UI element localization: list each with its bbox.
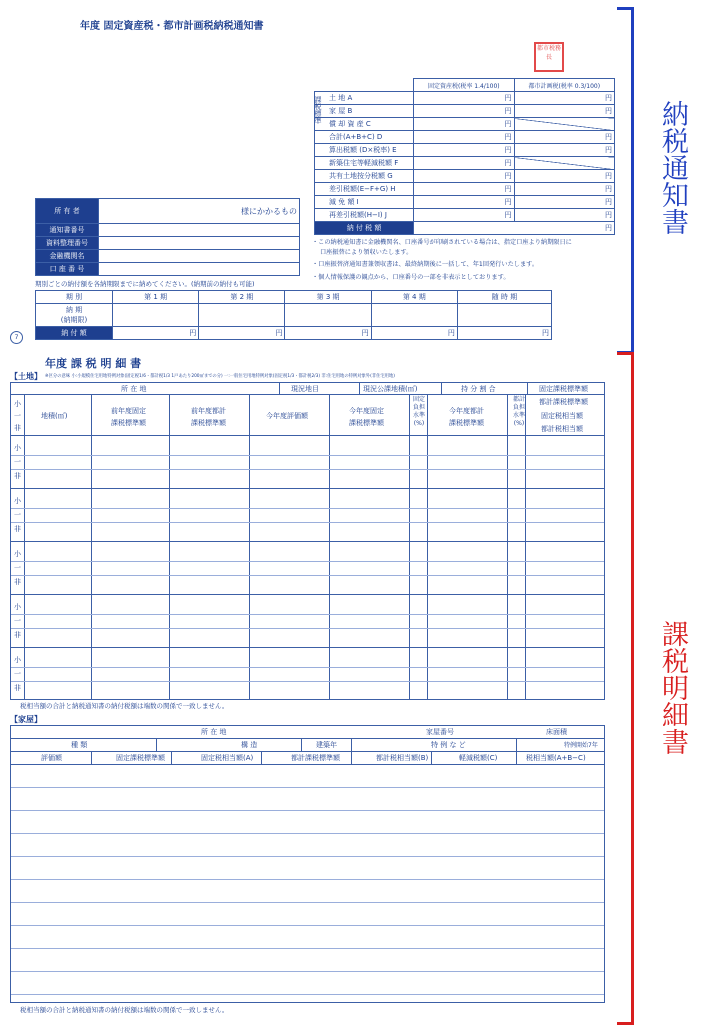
grid-line bbox=[516, 738, 517, 751]
land-footer: 税相当額の合計と納税通知書の納付税額は端数の関係で一致しません。 bbox=[20, 702, 229, 710]
notes-block bbox=[312, 238, 617, 284]
h-shurui: 種 類 bbox=[71, 741, 88, 749]
grid-line bbox=[441, 383, 442, 394]
h-zennen-kotei bbox=[111, 405, 146, 429]
tax-row-label: 共有土地按分税額 G bbox=[315, 170, 414, 183]
tax-row-kotei: 円 bbox=[414, 105, 514, 118]
h-hyoka: 今年度評価額 bbox=[266, 412, 308, 420]
owner-row bbox=[36, 237, 300, 250]
grid-line bbox=[171, 751, 172, 764]
grid-line bbox=[249, 394, 250, 699]
owner-row-label: 所 有 者 bbox=[36, 199, 99, 224]
owner-row-label: 通知書番号 bbox=[36, 224, 99, 237]
page-number-text: 7 bbox=[14, 334, 19, 341]
h-menseki: 現況公課地積(㎡) bbox=[363, 385, 418, 393]
kubun-label: 小 bbox=[14, 497, 21, 505]
tax-row-kotei: 円 bbox=[414, 131, 514, 144]
tax-row-toshi: 円 bbox=[514, 131, 614, 144]
tax-row-toshi: 円 bbox=[514, 144, 614, 157]
land-kubun-note: ※区分の意味 小:小規模住宅用地特例対象(固定税1/6・都計税1/3 1戸あたり200㎡までの分) 一:一般住宅用地特例対象(固定税1/3・都計税2/3) 非:住宅用地の特例対象外(非住宅用地) bbox=[45, 374, 395, 379]
owner-row bbox=[36, 199, 300, 224]
h-zennen-toshi bbox=[191, 405, 226, 429]
kubun-label: 一 bbox=[14, 511, 21, 519]
due-label-a: 納 期 bbox=[65, 306, 83, 314]
h-genkyo: 現況地目 bbox=[291, 385, 319, 393]
kubun-label: 非 bbox=[14, 578, 21, 586]
tax-row-label: 土 地 A bbox=[315, 92, 414, 105]
payment-label: 納 付 税 額 bbox=[315, 222, 414, 235]
kon-toshi-a: 今年度都計 bbox=[449, 407, 484, 415]
tax-row-toshi: 円 bbox=[514, 105, 614, 118]
grid-line bbox=[516, 751, 517, 764]
grid-line bbox=[11, 522, 604, 523]
grid-line bbox=[351, 751, 352, 764]
tax-row-label: 差引税額(E−F+G) H bbox=[315, 183, 414, 196]
installment-header: 第 1 期 bbox=[113, 291, 199, 304]
grid-line bbox=[507, 394, 508, 699]
h-kaoku-bango: 家屋番号 bbox=[426, 728, 454, 736]
tax-row bbox=[315, 105, 615, 118]
grid-line bbox=[11, 541, 604, 542]
h-futan-kotei: 固定 負担 水準 (%) bbox=[412, 396, 425, 427]
tax-row-kotei: 円 bbox=[414, 92, 514, 105]
kon-toshi-b: 課税標準額 bbox=[449, 419, 484, 427]
grid-line bbox=[91, 751, 92, 764]
tax-row-kotei: 円 bbox=[414, 209, 514, 222]
grid-line bbox=[24, 394, 25, 699]
h-h-toshi-kazei: 都計課税標準額 bbox=[291, 754, 340, 762]
tax-row bbox=[315, 196, 615, 209]
owner-row-value bbox=[99, 263, 300, 276]
tax-row bbox=[315, 209, 615, 222]
tax-row-label: 償 却 資 産 C bbox=[315, 118, 414, 131]
grid-line bbox=[329, 394, 330, 699]
kubun-label: 非 bbox=[14, 424, 21, 432]
h-mochibun: 持 分 割 合 bbox=[461, 385, 496, 393]
h-kon-kotei bbox=[349, 405, 384, 429]
notice-title: 年度 固定資産税・都市計画税納税通知書 bbox=[80, 21, 264, 32]
h-chiseki: 地積(㎡) bbox=[41, 412, 68, 420]
h-kon-toshi bbox=[449, 405, 484, 429]
zennen-toshi-b: 課税標準額 bbox=[191, 419, 226, 427]
tax-row-toshi: 円 bbox=[514, 209, 614, 222]
kubun-label: 非 bbox=[14, 525, 21, 533]
tax-row bbox=[315, 183, 615, 196]
grid-line bbox=[11, 971, 604, 972]
tax-row bbox=[315, 170, 615, 183]
tax-row bbox=[315, 144, 615, 157]
zennen-toshi-a: 前年度都計 bbox=[191, 407, 226, 415]
kubun-label: 小 bbox=[14, 656, 21, 664]
kubun-label: 一 bbox=[14, 564, 21, 572]
installment-note: 期別ごとの納付額を各納期限までに納めてください。(納期前の納付も可能) bbox=[35, 280, 255, 288]
installment-amount: 円 bbox=[457, 327, 551, 340]
grid-line bbox=[11, 667, 604, 668]
grid-line bbox=[11, 594, 604, 595]
grid-line bbox=[11, 628, 604, 629]
note-line: 口座振替により領収いたします。 bbox=[320, 249, 413, 256]
grid-line bbox=[11, 787, 604, 788]
detail-annotation-label: 課税明細書 bbox=[657, 620, 688, 755]
kazei-side-label: 課税標準 bbox=[314, 96, 322, 124]
tax-row-toshi bbox=[514, 157, 614, 170]
h-tokurei: 特 例 な ど bbox=[431, 741, 466, 749]
seal-text: 都市税務長 bbox=[536, 45, 561, 61]
kubun-label: 非 bbox=[14, 631, 21, 639]
tax-row-toshi: 円 bbox=[514, 170, 614, 183]
owner-row-value: 様にかかるもの bbox=[99, 199, 300, 224]
tax-row-kotei: 円 bbox=[414, 118, 514, 131]
grid-line bbox=[409, 394, 410, 699]
land-table bbox=[10, 382, 605, 700]
grid-line bbox=[279, 383, 280, 394]
installment-header: 期 別 bbox=[36, 291, 113, 304]
zennen-kotei-b: 課税標準額 bbox=[111, 419, 146, 427]
grid-line bbox=[11, 833, 604, 834]
grid-line bbox=[11, 948, 604, 949]
owner-table bbox=[35, 198, 300, 276]
h-futan-toshi: 都計 負担 水準 (%) bbox=[512, 396, 525, 427]
h-kozo: 構 造 bbox=[241, 741, 258, 749]
grid-line bbox=[156, 738, 157, 751]
grid-line bbox=[11, 764, 604, 765]
h-h-kotei-kazei: 固定課税標準額 bbox=[116, 754, 165, 762]
owner-row-label: 資料整理番号 bbox=[36, 237, 99, 250]
h-toshi-kazei: 都計課税標準額 bbox=[539, 398, 588, 406]
h-h-kotei-soto: 固定税相当額(A) bbox=[201, 754, 254, 762]
note-line: ・個人情報保護の観点から、口座番号の一部を非表示としております。 bbox=[312, 274, 510, 281]
owner-row bbox=[36, 263, 300, 276]
grid-line bbox=[301, 738, 302, 751]
grid-line bbox=[11, 925, 604, 926]
tax-row bbox=[315, 157, 615, 170]
owner-row bbox=[36, 250, 300, 263]
kon-kotei-a: 今年度固定 bbox=[349, 407, 384, 415]
grid-line bbox=[431, 751, 432, 764]
due-label-b: (納期限) bbox=[60, 316, 88, 324]
tax-row-kotei: 円 bbox=[414, 196, 514, 209]
grid-line bbox=[11, 455, 604, 456]
owner-row-label: 口 座 番 号 bbox=[36, 263, 99, 276]
grid-line bbox=[11, 681, 604, 682]
kubun-label: 一 bbox=[14, 458, 21, 466]
kubun-label: 一 bbox=[14, 670, 21, 678]
h-kotei-soto: 固定税相当額 bbox=[541, 412, 583, 420]
grid-line bbox=[11, 469, 604, 470]
grid-line bbox=[11, 614, 604, 615]
grid-line bbox=[11, 647, 604, 648]
grid-line bbox=[11, 508, 604, 509]
grid-line bbox=[359, 383, 360, 394]
note-line: ・口座振替済通知書兼領収書は、最終納期後に一括して、年1回発行いたします。 bbox=[312, 261, 539, 268]
tax-row-kotei: 円 bbox=[414, 157, 514, 170]
installment-amount: 円 bbox=[113, 327, 199, 340]
tax-row-kotei: 円 bbox=[414, 170, 514, 183]
owner-row-value bbox=[99, 224, 300, 237]
h-keigen: 軽減税額(C) bbox=[459, 754, 498, 762]
grid-line bbox=[11, 994, 604, 995]
house-section-label: 【家屋】 bbox=[10, 715, 42, 724]
grid-line bbox=[11, 575, 604, 576]
tax-row-label: 算出税額 (D×税率) E bbox=[315, 144, 414, 157]
col-kotei-header: 固定資産税(税率 1.4/100) bbox=[414, 79, 514, 92]
grid-line bbox=[427, 394, 428, 699]
kubun-label: 小 bbox=[14, 603, 21, 611]
grid-line bbox=[11, 902, 604, 903]
amount-label: 納 付 額 bbox=[36, 327, 113, 340]
grid-line bbox=[351, 738, 352, 751]
tax-row-label: 減 免 額 I bbox=[315, 196, 414, 209]
kubun-label: 小 bbox=[14, 444, 21, 452]
kon-kotei-b: 課税標準額 bbox=[349, 419, 384, 427]
tax-row-kotei: 円 bbox=[414, 144, 514, 157]
grid-line bbox=[11, 488, 604, 489]
page-number bbox=[10, 331, 23, 344]
detail-bracket bbox=[617, 352, 634, 1025]
installment-table bbox=[35, 290, 552, 340]
kubun-label: 一 bbox=[14, 617, 21, 625]
grid-line bbox=[261, 751, 262, 764]
tax-row-toshi: 円 bbox=[514, 92, 614, 105]
owner-row bbox=[36, 224, 300, 237]
tax-row-kotei: 円 bbox=[414, 183, 514, 196]
h-yukamenseki: 床面積 bbox=[546, 728, 567, 736]
tax-calc-table bbox=[314, 78, 615, 235]
kubun-label: 非 bbox=[14, 684, 21, 692]
kubun-label: 小 bbox=[14, 550, 21, 558]
tax-row-label: 家 屋 B bbox=[315, 105, 414, 118]
h-kotei-kazei: 固定課税標準額 bbox=[539, 385, 588, 393]
h-tokurei7: 特例開始7年 bbox=[564, 742, 598, 749]
zennen-kotei-a: 前年度固定 bbox=[111, 407, 146, 415]
notice-bracket bbox=[617, 7, 634, 354]
installment-header: 第 2 期 bbox=[199, 291, 285, 304]
payment-value: 円 bbox=[414, 222, 615, 235]
grid-line bbox=[169, 394, 170, 699]
h-shozaichi: 所 在 地 bbox=[121, 385, 147, 393]
owner-row-value bbox=[99, 237, 300, 250]
col-toshi-header: 都市計画税(税率 0.3/100) bbox=[514, 79, 614, 92]
tax-row bbox=[315, 92, 615, 105]
tax-row-toshi bbox=[514, 118, 614, 131]
tax-row-label: 新築住宅等軽減税額 F bbox=[315, 157, 414, 170]
tax-row-label: 再差引税額(H−I) J bbox=[315, 209, 414, 222]
tax-row-toshi: 円 bbox=[514, 183, 614, 196]
installment-amount: 円 bbox=[199, 327, 285, 340]
kubun-label: 非 bbox=[14, 472, 21, 480]
grid-line bbox=[91, 394, 92, 699]
installment-header: 随 時 期 bbox=[457, 291, 551, 304]
grid-line bbox=[11, 561, 604, 562]
owner-row-value bbox=[99, 250, 300, 263]
official-seal bbox=[534, 42, 564, 72]
installment-header: 第 4 期 bbox=[371, 291, 457, 304]
installment-header: 第 3 期 bbox=[285, 291, 371, 304]
grid-line bbox=[11, 394, 604, 395]
installment-amount: 円 bbox=[371, 327, 457, 340]
installment-amount: 円 bbox=[285, 327, 371, 340]
h-hyoka: 評価額 bbox=[41, 754, 62, 762]
house-footer: 税相当額の合計と納税通知書の納付税額は端数の関係で一致しません。 bbox=[20, 1006, 229, 1014]
tax-row-toshi: 円 bbox=[514, 196, 614, 209]
note-line: ・この納税通知書に金融機関名、口座番号が印刷されている場合は、指定口座より納期限日に bbox=[312, 239, 572, 246]
grid-line bbox=[525, 394, 526, 699]
tax-row-label: 合計(A+B+C) D bbox=[315, 131, 414, 144]
detail-title: 年度 課 税 明 細 書 bbox=[45, 357, 142, 370]
grid-line bbox=[527, 383, 528, 394]
grid-line bbox=[11, 810, 604, 811]
notice-annotation-label: 納税通知書 bbox=[657, 100, 688, 235]
owner-row-label: 金融機関名 bbox=[36, 250, 99, 263]
grid-line bbox=[11, 856, 604, 857]
h-h-toshi-soto: 都計税相当額(B) bbox=[376, 754, 429, 762]
kubun-label: 小 bbox=[14, 400, 21, 408]
h-toshi-soto: 都計税相当額 bbox=[541, 425, 583, 433]
land-section-label: 【土地】 bbox=[10, 372, 42, 381]
kubun-label: 一 bbox=[14, 412, 21, 420]
h-zeisoto: 税相当額(A+B−C) bbox=[526, 754, 586, 762]
tax-row bbox=[315, 118, 615, 131]
grid-line bbox=[11, 879, 604, 880]
house-table bbox=[10, 725, 605, 1003]
tax-row bbox=[315, 131, 615, 144]
due-label bbox=[36, 304, 113, 327]
h-kenchiku: 建築年 bbox=[316, 741, 337, 749]
h-house-shozaichi: 所 在 地 bbox=[201, 728, 227, 736]
grid-line bbox=[11, 435, 604, 436]
